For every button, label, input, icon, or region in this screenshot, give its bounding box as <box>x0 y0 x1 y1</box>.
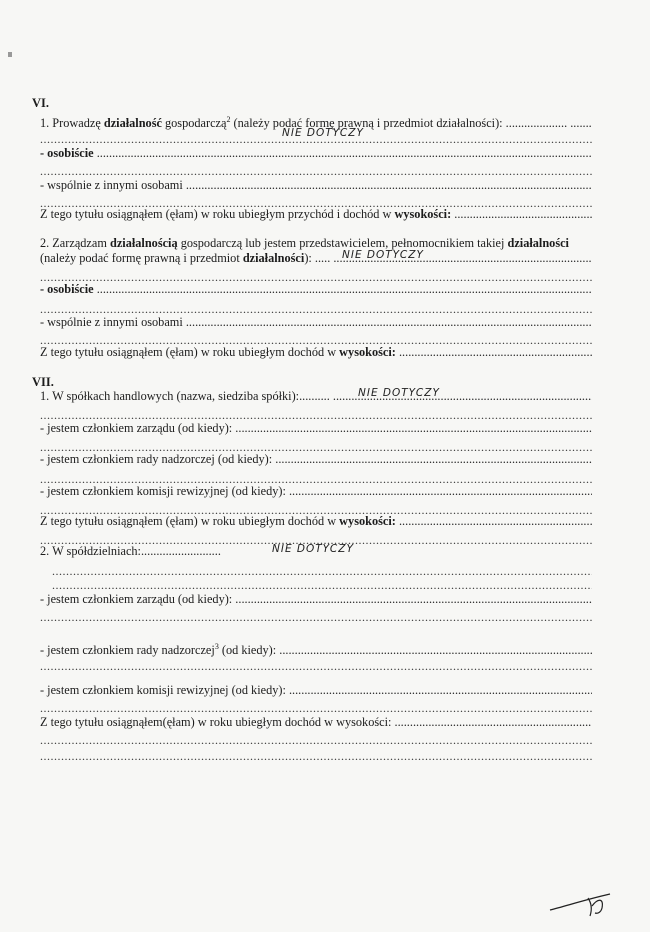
sec6-income2: Z tego tytułu osiągnąłem (ęłam) w roku ubiegłym dochód w wysokości: ..... <box>40 345 592 360</box>
dotted-line <box>40 335 592 345</box>
sec6-item1: 1. Prowadzę działalność gospodarczą$^2$ (należy podać formę prawną i przedmiot działalności): .................... ..... <box>40 112 592 131</box>
sec7-rada: - jestem członkiem rady nadzorczej (od kiedy): ..... <box>40 452 592 467</box>
sec7-income2: Z tego tytułu osiągnąłem(ęłam) w roku ubiegłym dochód w wysokości: ..... <box>40 715 592 730</box>
dotted-line <box>40 751 592 761</box>
dotted-line <box>40 304 592 314</box>
sec6-item2-cont: (należy podać formę prawną i przedmiot działalności): ..... ..... <box>40 251 592 266</box>
handwritten-nie-dotyczy: NIE DOTYCZY <box>342 249 424 261</box>
dotted-line <box>52 566 592 576</box>
handwritten-nie-dotyczy: NIE DOTYCZY <box>358 387 440 399</box>
sec7-komisja-2: - jestem członkiem komisji rewizyjnej (od kiedy): ..... <box>40 683 592 698</box>
sec7-item2: 2. W spółdzielniach:.......................... <box>40 544 221 558</box>
dotted-line <box>40 442 592 452</box>
sec6-income1: Z tego tytułu osiągnąłem (ęłam) w roku ubiegłym przychód i dochód w wysokości: ..... <box>40 207 592 222</box>
dotted-line <box>40 166 592 176</box>
dotted-line <box>40 703 592 713</box>
sec6-item2: 2. Zarządzam działalnością gospodarczą lub jestem przedstawicielem, pełnomocnikiem takiej działalności <box>40 236 569 250</box>
sec6-osobiscie: - osobiście ..... <box>40 146 592 161</box>
sec7-zarzad-2: - jestem członkiem zarządu (od kiedy): ..... <box>40 592 592 607</box>
sec7-komisja: - jestem członkiem komisji rewizyjnej (od kiedy): ..... <box>40 484 592 499</box>
dotted-line <box>40 474 592 484</box>
section-vii-title: VII. <box>32 375 54 389</box>
signature-initials <box>548 884 618 920</box>
dotted-line <box>40 612 592 622</box>
sec6-wspolnie: - wspólnie z innymi osobami ..... <box>40 178 592 193</box>
handwritten-nie-dotyczy: NIE DOTYCZY <box>282 127 364 139</box>
sec7-rada-2: - jestem członkiem rady nadzorczej$^3$ (od kiedy): ..... <box>40 639 592 658</box>
dotted-line <box>52 580 592 590</box>
sec6-osobiscie-2: - osobiście ..... <box>40 282 592 297</box>
dotted-line <box>40 661 592 671</box>
dotted-line <box>40 735 592 745</box>
scan-speck <box>8 52 12 57</box>
sec7-zarzad: - jestem członkiem zarządu (od kiedy): ..... <box>40 421 592 436</box>
sec6-wspolnie-2: - wspólnie z innymi osobami ..... <box>40 315 592 330</box>
sec7-income1: Z tego tytułu osiągnąłem (ęłam) w roku ubiegłym dochód w wysokości: ..... <box>40 514 592 529</box>
section-vi-title: VI. <box>32 96 50 110</box>
dotted-line <box>40 272 592 282</box>
dotted-line <box>40 410 592 420</box>
handwritten-nie-dotyczy: NIE DOTYCZY <box>272 543 354 555</box>
sec7-item1: 1. W spółkach handlowych (nazwa, siedziba spółki):.......... ..... <box>40 389 592 404</box>
